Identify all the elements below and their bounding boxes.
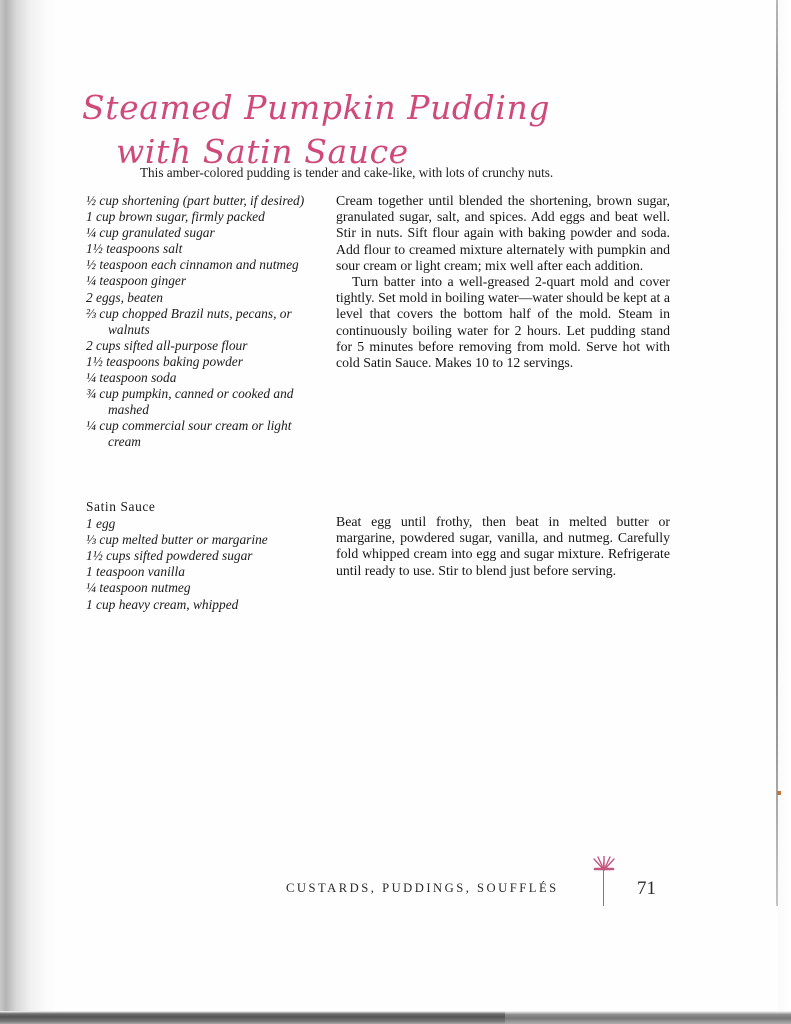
sauce-ingredients-list: [86, 516, 324, 613]
ingredient-item: ⅔ cup chopped Brazil nuts, pecans, or walnuts: [86, 305, 292, 337]
page-title-line-2: with Satin Sauce: [116, 132, 409, 172]
scan-bottom-edge-right: [505, 1011, 791, 1024]
footer-ornament-stem: [603, 862, 604, 906]
page-title: [82, 86, 642, 174]
page-number: 71: [637, 878, 656, 899]
paper-speck: [777, 791, 781, 795]
flower-ornament-icon: [588, 856, 620, 872]
ingredient-item: ¼ teaspoon ginger: [86, 273, 187, 289]
sauce-ingredient-item: 1 cup heavy cream, whipped: [86, 596, 239, 612]
sauce-ingredient-item: 1 egg: [86, 516, 116, 532]
ingredient-item: ¼ cup commercial sour cream or light cream: [86, 418, 292, 450]
footer-section-caption: CUSTARDS, PUDDINGS, SOUFFLÉS: [286, 881, 559, 895]
recipe-intro: This amber-colored pudding is tender and cake-like, with lots of crunchy nuts.: [140, 165, 554, 180]
ingredient-item: 1½ teaspoons salt: [86, 241, 183, 257]
method-paragraph-2: Turn batter into a well-greased 2-quart mold and cover tightly. Set mold in boiling water—water should be kept at a level that covers the bottom half of the mold. Steam in continuously boiling water for 2 hours. Let pudding stand for 5 minutes before removing from mold. Serve hot with cold Satin Sauce. Makes 10 to 12 servings.: [336, 274, 670, 371]
ingredient-item: 1 cup brown sugar, firmly packed: [86, 209, 265, 225]
method-paragraph-1: Cream together until blended the shortening, brown sugar, granulated sugar, salt, and spices. Add eggs and beat well. Stir in nuts. Sift flour again with baking powder and soda. Add flour to creamed mixture alternately with pumpkin and sour cream or light cream; mix well after each addition.: [336, 193, 670, 273]
sauce-ingredient-item: 1½ cups sifted powdered sugar: [86, 548, 253, 564]
ingredient-item: 1½ teaspoons baking powder: [86, 353, 243, 369]
sauce-ingredient-item: 1 teaspoon vanilla: [86, 564, 185, 580]
ingredient-item: ½ teaspoon each cinnamon and nutmeg: [86, 257, 299, 273]
ingredient-item: ½ cup shortening (part butter, if desired): [86, 193, 305, 208]
sauce-method-paragraph-1: Beat egg until frothy, then beat in melted butter or margarine, powdered sugar, vanilla, and nutmeg. Carefully fold whipped cream into egg and sugar mixture. Refrigerate until ready to use. Stir to blend just before serving.: [336, 514, 670, 578]
sauce-method-text: [336, 514, 670, 579]
ingredient-item: ¾ cup pumpkin, canned or cooked and mashed: [86, 386, 294, 418]
ingredient-item: ¼ cup granulated sugar: [86, 225, 215, 241]
sauce-ingredients-block: [86, 499, 324, 613]
page-edge-line: [776, 0, 778, 906]
page-right-edge: [778, 0, 791, 1024]
ingredient-item: ¼ teaspoon soda: [86, 370, 177, 386]
sauce-ingredient-item: ¼ teaspoon nutmeg: [86, 580, 191, 596]
book-gutter-shadow: [0, 0, 62, 1024]
page-title-line-1: Steamed Pumpkin Pudding: [82, 88, 551, 128]
ingredient-item: 2 cups sifted all-purpose flour: [86, 337, 248, 353]
ingredient-item: 2 eggs, beaten: [86, 289, 163, 305]
ingredients-list: [86, 193, 324, 451]
sauce-heading: Satin Sauce: [86, 499, 156, 514]
method-text: [336, 193, 670, 371]
sauce-ingredient-item: ⅓ cup melted butter or margarine: [86, 532, 268, 548]
